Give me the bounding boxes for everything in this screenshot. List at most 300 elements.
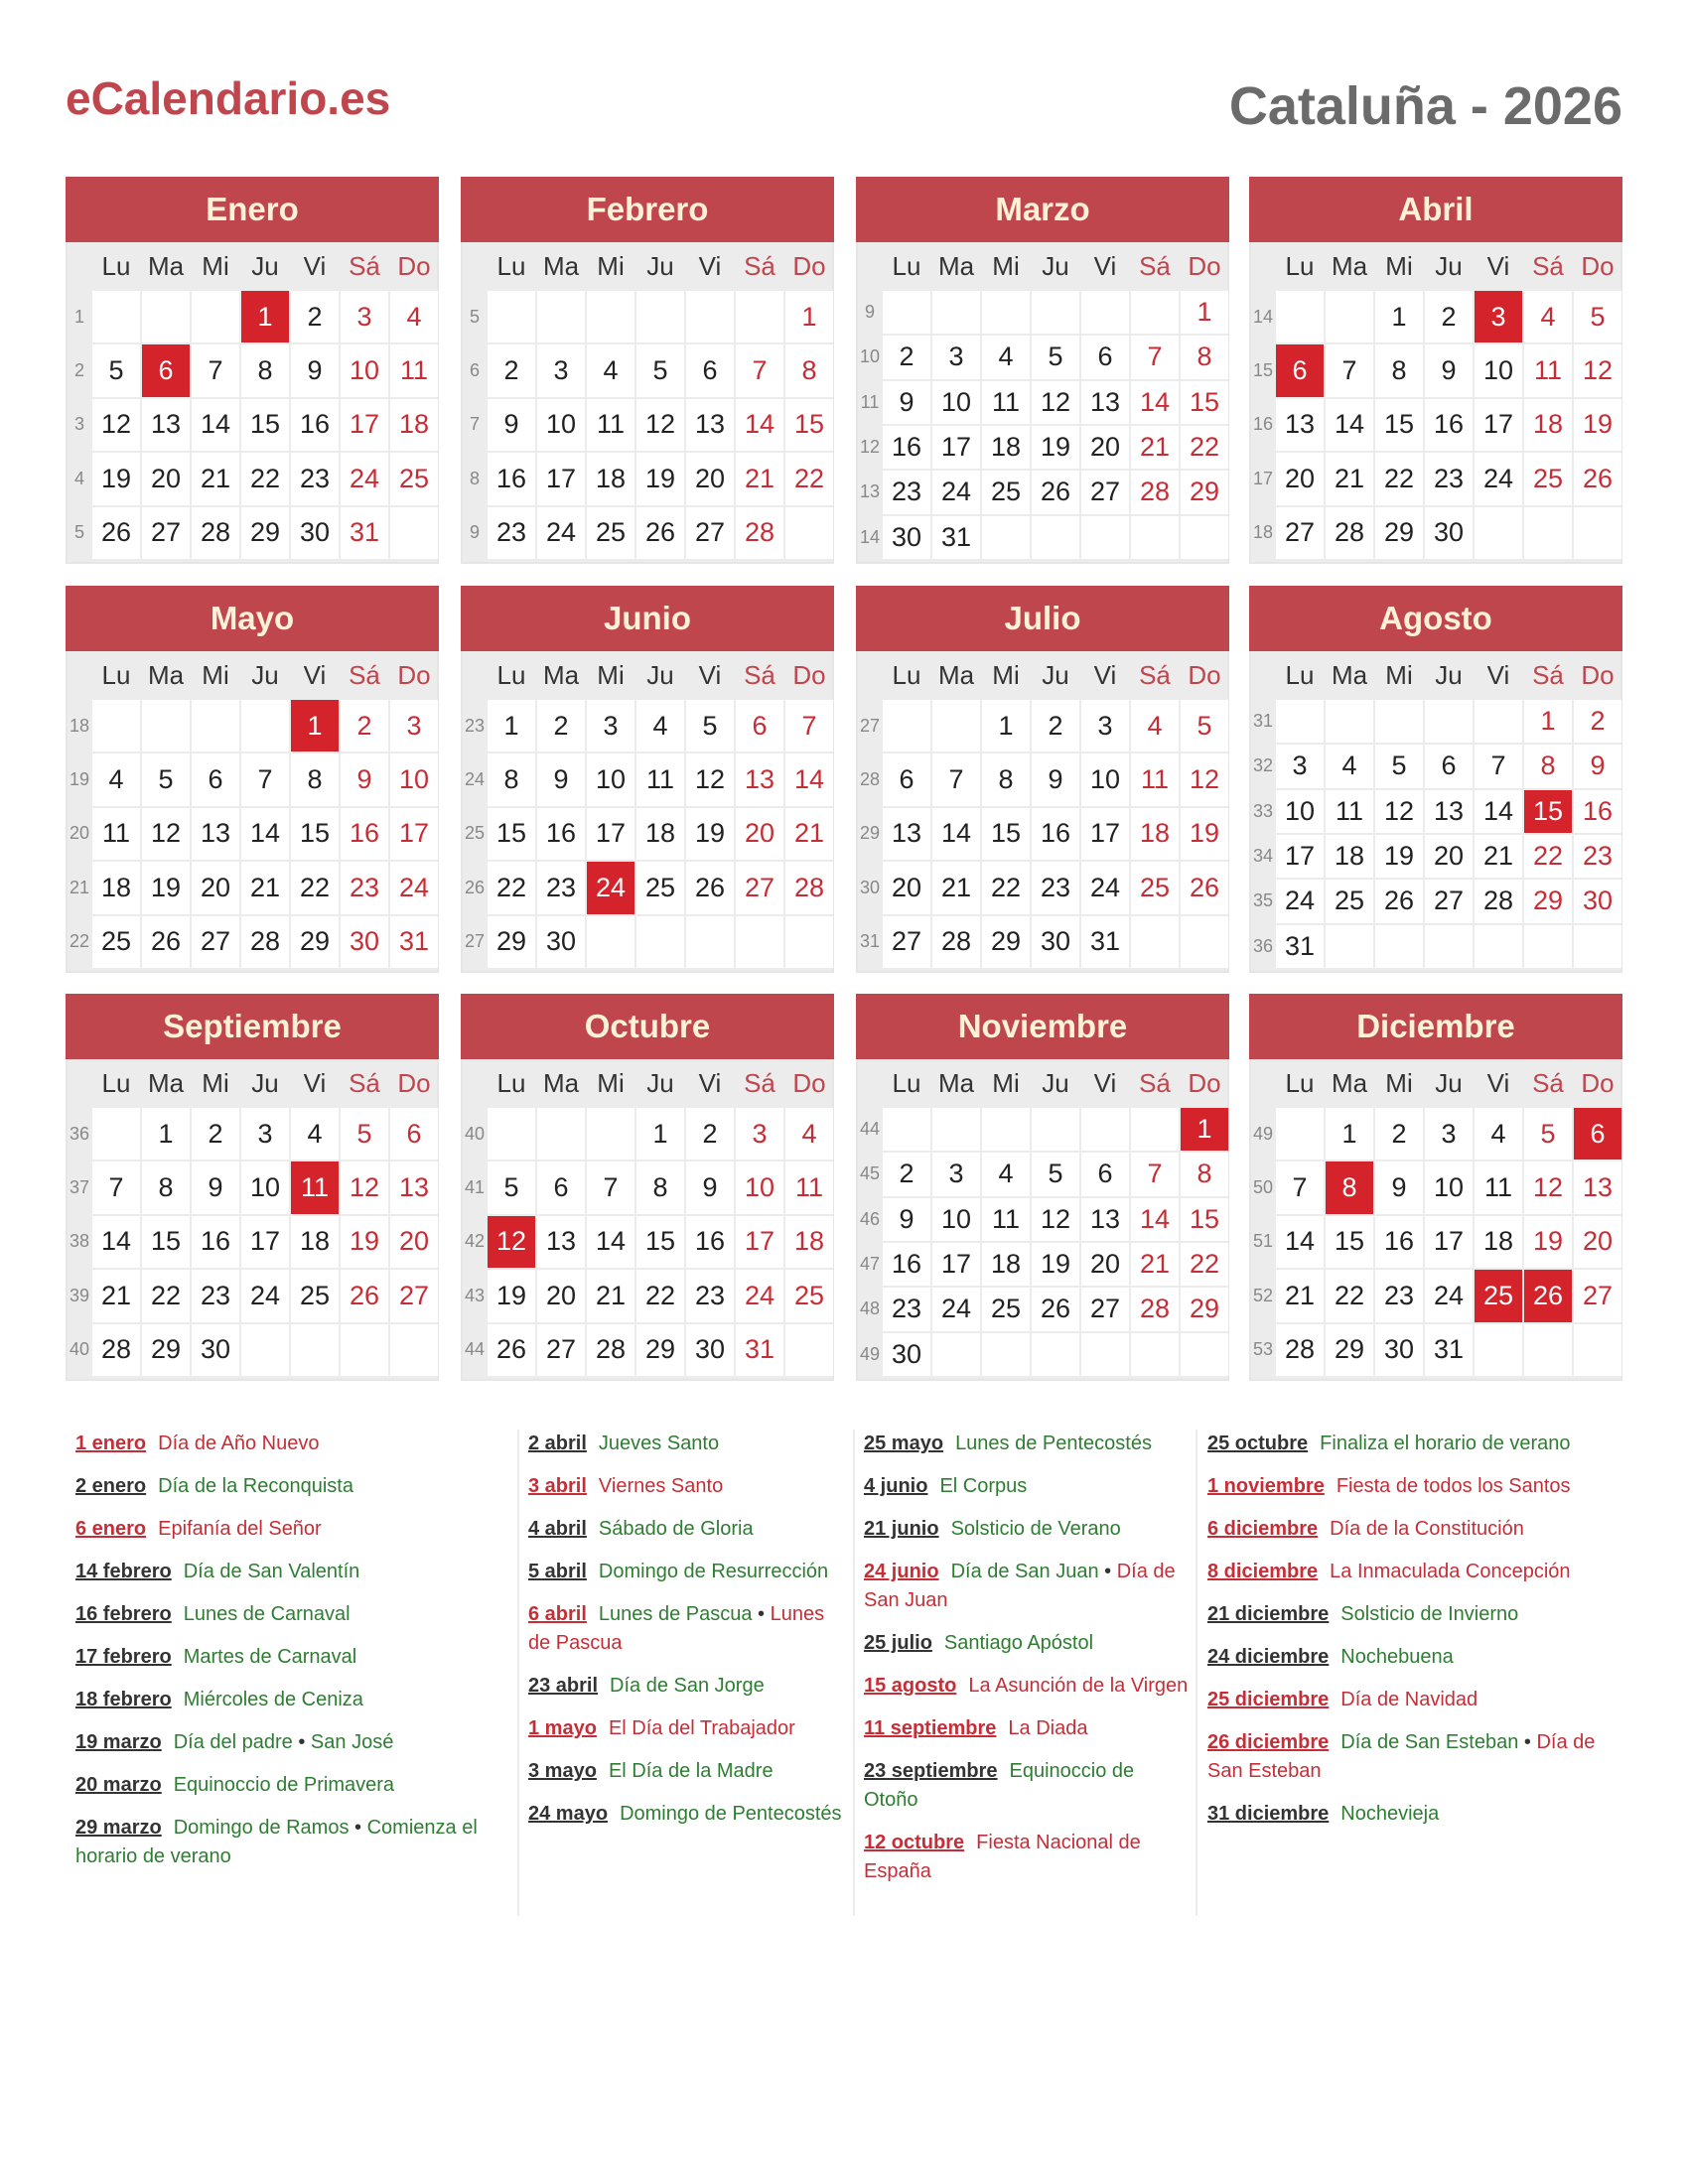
day-cell[interactable]: 2 — [291, 291, 339, 342]
day-cell[interactable]: 2 — [686, 1108, 734, 1160]
day-cell[interactable]: 22 — [291, 862, 339, 913]
day-cell[interactable]: 1 — [1326, 1108, 1373, 1160]
day-cell[interactable]: 4 — [1524, 291, 1572, 342]
day-cell[interactable]: 14 — [1475, 790, 1522, 833]
holiday-date[interactable]: 18 febrero — [75, 1689, 172, 1710]
day-cell[interactable]: 16 — [192, 1216, 239, 1268]
day-cell[interactable]: 7 — [1326, 344, 1373, 396]
day-cell[interactable]: 27 — [1574, 1270, 1621, 1321]
day-cell[interactable]: 29 — [1326, 1324, 1373, 1376]
day-cell[interactable]: 29 — [291, 916, 339, 968]
day-cell[interactable]: 23 — [192, 1270, 239, 1321]
day-cell[interactable]: 6 — [1276, 344, 1324, 396]
day-cell[interactable]: 20 — [1081, 426, 1129, 469]
day-cell[interactable]: 26 — [1032, 471, 1079, 513]
day-cell[interactable]: 29 — [241, 507, 289, 559]
day-cell[interactable]: 4 — [785, 1108, 833, 1160]
day-cell[interactable]: 18 — [982, 426, 1030, 469]
day-cell[interactable]: 25 — [92, 916, 140, 968]
holiday-date[interactable]: 31 diciembre — [1207, 1803, 1330, 1825]
day-cell[interactable]: 18 — [636, 808, 684, 860]
day-cell[interactable]: 8 — [1375, 344, 1423, 396]
day-cell[interactable]: 25 — [1475, 1270, 1522, 1321]
day-cell[interactable]: 4 — [1326, 745, 1373, 787]
day-cell[interactable]: 29 — [636, 1324, 684, 1376]
day-cell[interactable]: 5 — [1032, 336, 1079, 378]
day-cell[interactable]: 13 — [192, 808, 239, 860]
day-cell[interactable]: 9 — [291, 344, 339, 396]
day-cell[interactable]: 25 — [1524, 453, 1572, 504]
day-cell[interactable]: 8 — [785, 344, 833, 396]
day-cell[interactable]: 21 — [587, 1270, 634, 1321]
day-cell[interactable]: 3 — [1475, 291, 1522, 342]
day-cell[interactable]: 10 — [587, 753, 634, 805]
day-cell[interactable]: 14 — [785, 753, 833, 805]
holiday-date[interactable]: 25 diciembre — [1207, 1689, 1330, 1710]
day-cell[interactable]: 18 — [982, 1243, 1030, 1286]
day-cell[interactable]: 11 — [92, 808, 140, 860]
day-cell[interactable]: 4 — [92, 753, 140, 805]
day-cell[interactable]: 6 — [883, 753, 930, 805]
day-cell[interactable]: 7 — [192, 344, 239, 396]
day-cell[interactable]: 22 — [636, 1270, 684, 1321]
day-cell[interactable]: 21 — [785, 808, 833, 860]
day-cell[interactable]: 28 — [92, 1324, 140, 1376]
day-cell[interactable]: 29 — [982, 916, 1030, 968]
day-cell[interactable]: 11 — [1524, 344, 1572, 396]
day-cell[interactable]: 9 — [1574, 745, 1621, 787]
day-cell[interactable]: 23 — [1375, 1270, 1423, 1321]
day-cell[interactable]: 2 — [1425, 291, 1473, 342]
day-cell[interactable]: 28 — [785, 862, 833, 913]
day-cell[interactable]: 14 — [932, 808, 980, 860]
day-cell[interactable]: 31 — [932, 516, 980, 559]
holiday-date[interactable]: 5 abril — [528, 1561, 587, 1582]
day-cell[interactable]: 20 — [686, 453, 734, 504]
day-cell[interactable]: 11 — [390, 344, 438, 396]
day-cell[interactable]: 9 — [883, 381, 930, 424]
day-cell[interactable]: 4 — [390, 291, 438, 342]
day-cell[interactable]: 21 — [1475, 835, 1522, 878]
day-cell[interactable]: 15 — [982, 808, 1030, 860]
day-cell[interactable]: 30 — [537, 916, 585, 968]
day-cell[interactable]: 23 — [1425, 453, 1473, 504]
day-cell[interactable]: 3 — [390, 700, 438, 751]
holiday-date[interactable]: 21 junio — [864, 1518, 939, 1540]
day-cell[interactable]: 19 — [1375, 835, 1423, 878]
day-cell[interactable]: 12 — [92, 399, 140, 451]
day-cell[interactable]: 24 — [587, 862, 634, 913]
day-cell[interactable]: 8 — [1181, 1153, 1228, 1195]
day-cell[interactable]: 2 — [1032, 700, 1079, 751]
day-cell[interactable]: 12 — [1574, 344, 1621, 396]
day-cell[interactable]: 25 — [587, 507, 634, 559]
holiday-date[interactable]: 20 marzo — [75, 1774, 162, 1796]
day-cell[interactable]: 11 — [1475, 1161, 1522, 1213]
holiday-date[interactable]: 14 febrero — [75, 1561, 172, 1582]
day-cell[interactable]: 9 — [1032, 753, 1079, 805]
day-cell[interactable]: 24 — [1081, 862, 1129, 913]
day-cell[interactable]: 23 — [883, 1288, 930, 1330]
day-cell[interactable]: 7 — [1131, 336, 1179, 378]
day-cell[interactable]: 28 — [932, 916, 980, 968]
day-cell[interactable]: 31 — [1425, 1324, 1473, 1376]
day-cell[interactable]: 7 — [1131, 1153, 1179, 1195]
day-cell[interactable]: 28 — [587, 1324, 634, 1376]
day-cell[interactable]: 5 — [1524, 1108, 1572, 1160]
day-cell[interactable]: 1 — [636, 1108, 684, 1160]
day-cell[interactable]: 30 — [686, 1324, 734, 1376]
day-cell[interactable]: 20 — [390, 1216, 438, 1268]
day-cell[interactable]: 12 — [636, 399, 684, 451]
day-cell[interactable]: 25 — [291, 1270, 339, 1321]
day-cell[interactable]: 29 — [1181, 1288, 1228, 1330]
day-cell[interactable]: 15 — [488, 808, 535, 860]
day-cell[interactable]: 17 — [241, 1216, 289, 1268]
day-cell[interactable]: 6 — [1574, 1108, 1621, 1160]
day-cell[interactable]: 16 — [291, 399, 339, 451]
day-cell[interactable]: 27 — [142, 507, 190, 559]
day-cell[interactable]: 16 — [537, 808, 585, 860]
day-cell[interactable]: 9 — [883, 1198, 930, 1241]
day-cell[interactable]: 6 — [192, 753, 239, 805]
day-cell[interactable]: 7 — [1276, 1161, 1324, 1213]
day-cell[interactable]: 18 — [1524, 399, 1572, 451]
day-cell[interactable]: 12 — [1181, 753, 1228, 805]
day-cell[interactable]: 27 — [736, 862, 783, 913]
day-cell[interactable]: 17 — [537, 453, 585, 504]
day-cell[interactable]: 18 — [785, 1216, 833, 1268]
day-cell[interactable]: 11 — [982, 381, 1030, 424]
day-cell[interactable]: 15 — [1524, 790, 1572, 833]
day-cell[interactable]: 17 — [932, 426, 980, 469]
day-cell[interactable]: 9 — [686, 1161, 734, 1213]
day-cell[interactable]: 29 — [1375, 507, 1423, 559]
holiday-date[interactable]: 12 octubre — [864, 1832, 965, 1853]
day-cell[interactable]: 3 — [932, 336, 980, 378]
day-cell[interactable]: 5 — [1181, 700, 1228, 751]
day-cell[interactable]: 22 — [1524, 835, 1572, 878]
day-cell[interactable]: 13 — [736, 753, 783, 805]
day-cell[interactable]: 3 — [1081, 700, 1129, 751]
day-cell[interactable]: 15 — [1181, 1198, 1228, 1241]
day-cell[interactable]: 26 — [636, 507, 684, 559]
day-cell[interactable]: 5 — [636, 344, 684, 396]
day-cell[interactable]: 5 — [142, 753, 190, 805]
day-cell[interactable]: 31 — [1081, 916, 1129, 968]
day-cell[interactable]: 6 — [390, 1108, 438, 1160]
day-cell[interactable]: 31 — [1276, 925, 1324, 968]
day-cell[interactable]: 14 — [587, 1216, 634, 1268]
day-cell[interactable]: 19 — [92, 453, 140, 504]
day-cell[interactable]: 12 — [1375, 790, 1423, 833]
day-cell[interactable]: 15 — [1326, 1216, 1373, 1268]
day-cell[interactable]: 4 — [982, 336, 1030, 378]
day-cell[interactable]: 15 — [785, 399, 833, 451]
day-cell[interactable]: 16 — [883, 1243, 930, 1286]
day-cell[interactable]: 6 — [1081, 336, 1129, 378]
day-cell[interactable]: 24 — [932, 1288, 980, 1330]
day-cell[interactable]: 13 — [142, 399, 190, 451]
holiday-date[interactable]: 3 mayo — [528, 1760, 597, 1782]
day-cell[interactable]: 26 — [142, 916, 190, 968]
day-cell[interactable]: 4 — [587, 344, 634, 396]
day-cell[interactable]: 17 — [390, 808, 438, 860]
day-cell[interactable]: 22 — [488, 862, 535, 913]
day-cell[interactable]: 27 — [1081, 1288, 1129, 1330]
day-cell[interactable]: 12 — [1032, 381, 1079, 424]
day-cell[interactable]: 31 — [390, 916, 438, 968]
day-cell[interactable]: 22 — [1181, 426, 1228, 469]
day-cell[interactable]: 1 — [785, 291, 833, 342]
day-cell[interactable]: 7 — [785, 700, 833, 751]
day-cell[interactable]: 24 — [1425, 1270, 1473, 1321]
day-cell[interactable]: 8 — [142, 1161, 190, 1213]
day-cell[interactable]: 4 — [1131, 700, 1179, 751]
day-cell[interactable]: 7 — [92, 1161, 140, 1213]
day-cell[interactable]: 26 — [1524, 1270, 1572, 1321]
day-cell[interactable]: 8 — [1524, 745, 1572, 787]
day-cell[interactable]: 22 — [1326, 1270, 1373, 1321]
day-cell[interactable]: 1 — [1524, 700, 1572, 743]
day-cell[interactable]: 12 — [142, 808, 190, 860]
day-cell[interactable]: 20 — [142, 453, 190, 504]
day-cell[interactable]: 15 — [241, 399, 289, 451]
day-cell[interactable]: 9 — [192, 1161, 239, 1213]
holiday-date[interactable]: 1 enero — [75, 1433, 147, 1454]
day-cell[interactable]: 30 — [1425, 507, 1473, 559]
day-cell[interactable]: 23 — [686, 1270, 734, 1321]
day-cell[interactable]: 10 — [1475, 344, 1522, 396]
day-cell[interactable]: 18 — [92, 862, 140, 913]
day-cell[interactable]: 5 — [1375, 745, 1423, 787]
day-cell[interactable]: 19 — [488, 1270, 535, 1321]
day-cell[interactable]: 13 — [1425, 790, 1473, 833]
day-cell[interactable]: 20 — [883, 862, 930, 913]
holiday-date[interactable]: 3 abril — [528, 1475, 587, 1497]
holiday-date[interactable]: 25 octubre — [1207, 1433, 1309, 1454]
day-cell[interactable]: 28 — [1475, 880, 1522, 922]
day-cell[interactable]: 5 — [1032, 1153, 1079, 1195]
day-cell[interactable]: 22 — [142, 1270, 190, 1321]
day-cell[interactable]: 26 — [1574, 453, 1621, 504]
day-cell[interactable]: 14 — [1326, 399, 1373, 451]
day-cell[interactable]: 27 — [1425, 880, 1473, 922]
day-cell[interactable]: 5 — [488, 1161, 535, 1213]
day-cell[interactable]: 20 — [1425, 835, 1473, 878]
day-cell[interactable]: 14 — [92, 1216, 140, 1268]
day-cell[interactable]: 16 — [341, 808, 388, 860]
day-cell[interactable]: 16 — [686, 1216, 734, 1268]
day-cell[interactable]: 22 — [982, 862, 1030, 913]
day-cell[interactable]: 9 — [537, 753, 585, 805]
day-cell[interactable]: 20 — [1276, 453, 1324, 504]
day-cell[interactable]: 29 — [1524, 880, 1572, 922]
day-cell[interactable]: 13 — [390, 1161, 438, 1213]
day-cell[interactable]: 18 — [390, 399, 438, 451]
day-cell[interactable]: 21 — [1326, 453, 1373, 504]
holiday-date[interactable]: 2 enero — [75, 1475, 147, 1497]
holiday-date[interactable]: 29 marzo — [75, 1817, 162, 1839]
day-cell[interactable]: 7 — [932, 753, 980, 805]
day-cell[interactable]: 27 — [1276, 507, 1324, 559]
day-cell[interactable]: 10 — [390, 753, 438, 805]
day-cell[interactable]: 21 — [932, 862, 980, 913]
day-cell[interactable]: 12 — [341, 1161, 388, 1213]
day-cell[interactable]: 14 — [241, 808, 289, 860]
day-cell[interactable]: 19 — [1574, 399, 1621, 451]
holiday-date[interactable]: 4 abril — [528, 1518, 587, 1540]
holiday-date[interactable]: 8 diciembre — [1207, 1561, 1319, 1582]
holiday-date[interactable]: 25 julio — [864, 1632, 932, 1654]
day-cell[interactable]: 17 — [1475, 399, 1522, 451]
day-cell[interactable]: 28 — [1276, 1324, 1324, 1376]
holiday-date[interactable]: 25 mayo — [864, 1433, 944, 1454]
holiday-date[interactable]: 21 diciembre — [1207, 1603, 1330, 1625]
day-cell[interactable]: 19 — [1181, 808, 1228, 860]
day-cell[interactable]: 18 — [1475, 1216, 1522, 1268]
day-cell[interactable]: 10 — [537, 399, 585, 451]
day-cell[interactable]: 12 — [1032, 1198, 1079, 1241]
day-cell[interactable]: 11 — [1326, 790, 1373, 833]
holiday-date[interactable]: 24 diciembre — [1207, 1646, 1330, 1668]
day-cell[interactable]: 9 — [1375, 1161, 1423, 1213]
day-cell[interactable]: 30 — [1574, 880, 1621, 922]
day-cell[interactable]: 3 — [341, 291, 388, 342]
day-cell[interactable]: 1 — [488, 700, 535, 751]
day-cell[interactable]: 6 — [142, 344, 190, 396]
day-cell[interactable]: 30 — [1375, 1324, 1423, 1376]
day-cell[interactable]: 26 — [1032, 1288, 1079, 1330]
day-cell[interactable]: 8 — [488, 753, 535, 805]
day-cell[interactable]: 27 — [390, 1270, 438, 1321]
day-cell[interactable]: 1 — [142, 1108, 190, 1160]
day-cell[interactable]: 8 — [1181, 336, 1228, 378]
day-cell[interactable]: 10 — [241, 1161, 289, 1213]
day-cell[interactable]: 4 — [982, 1153, 1030, 1195]
day-cell[interactable]: 15 — [636, 1216, 684, 1268]
day-cell[interactable]: 13 — [686, 399, 734, 451]
day-cell[interactable]: 3 — [1425, 1108, 1473, 1160]
day-cell[interactable]: 6 — [686, 344, 734, 396]
day-cell[interactable]: 30 — [883, 516, 930, 559]
day-cell[interactable]: 12 — [686, 753, 734, 805]
day-cell[interactable]: 21 — [1276, 1270, 1324, 1321]
holiday-date[interactable]: 16 febrero — [75, 1603, 172, 1625]
day-cell[interactable]: 2 — [883, 336, 930, 378]
day-cell[interactable]: 24 — [390, 862, 438, 913]
holiday-date[interactable]: 24 junio — [864, 1561, 939, 1582]
holiday-date[interactable]: 2 abril — [528, 1433, 587, 1454]
day-cell[interactable]: 29 — [142, 1324, 190, 1376]
day-cell[interactable]: 20 — [1574, 1216, 1621, 1268]
day-cell[interactable]: 3 — [587, 700, 634, 751]
day-cell[interactable]: 9 — [341, 753, 388, 805]
day-cell[interactable]: 18 — [587, 453, 634, 504]
day-cell[interactable]: 23 — [537, 862, 585, 913]
day-cell[interactable]: 6 — [1081, 1153, 1129, 1195]
day-cell[interactable]: 16 — [1375, 1216, 1423, 1268]
day-cell[interactable]: 13 — [1081, 1198, 1129, 1241]
day-cell[interactable]: 5 — [1574, 291, 1621, 342]
day-cell[interactable]: 25 — [1131, 862, 1179, 913]
day-cell[interactable]: 4 — [636, 700, 684, 751]
day-cell[interactable]: 18 — [1326, 835, 1373, 878]
day-cell[interactable]: 8 — [291, 753, 339, 805]
day-cell[interactable]: 8 — [982, 753, 1030, 805]
day-cell[interactable]: 3 — [241, 1108, 289, 1160]
day-cell[interactable]: 6 — [736, 700, 783, 751]
day-cell[interactable]: 23 — [1574, 835, 1621, 878]
day-cell[interactable]: 21 — [736, 453, 783, 504]
day-cell[interactable]: 5 — [686, 700, 734, 751]
day-cell[interactable]: 3 — [1276, 745, 1324, 787]
day-cell[interactable]: 14 — [192, 399, 239, 451]
day-cell[interactable]: 9 — [488, 399, 535, 451]
day-cell[interactable]: 10 — [341, 344, 388, 396]
day-cell[interactable]: 14 — [736, 399, 783, 451]
day-cell[interactable]: 17 — [1081, 808, 1129, 860]
day-cell[interactable]: 7 — [736, 344, 783, 396]
holiday-date[interactable]: 11 septiembre — [864, 1717, 997, 1739]
day-cell[interactable]: 14 — [1131, 1198, 1179, 1241]
day-cell[interactable]: 16 — [1574, 790, 1621, 833]
day-cell[interactable]: 7 — [587, 1161, 634, 1213]
day-cell[interactable]: 17 — [341, 399, 388, 451]
day-cell[interactable]: 17 — [736, 1216, 783, 1268]
day-cell[interactable]: 23 — [883, 471, 930, 513]
day-cell[interactable]: 13 — [883, 808, 930, 860]
day-cell[interactable]: 28 — [192, 507, 239, 559]
day-cell[interactable]: 8 — [636, 1161, 684, 1213]
day-cell[interactable]: 1 — [1181, 1108, 1228, 1151]
day-cell[interactable]: 25 — [982, 471, 1030, 513]
day-cell[interactable]: 11 — [982, 1198, 1030, 1241]
day-cell[interactable]: 16 — [488, 453, 535, 504]
day-cell[interactable]: 1 — [982, 700, 1030, 751]
day-cell[interactable]: 22 — [241, 453, 289, 504]
day-cell[interactable]: 27 — [1081, 471, 1129, 513]
day-cell[interactable]: 23 — [341, 862, 388, 913]
day-cell[interactable]: 1 — [291, 700, 339, 751]
day-cell[interactable]: 27 — [883, 916, 930, 968]
day-cell[interactable]: 15 — [1181, 381, 1228, 424]
holiday-date[interactable]: 6 diciembre — [1207, 1518, 1319, 1540]
day-cell[interactable]: 1 — [1375, 291, 1423, 342]
day-cell[interactable]: 2 — [883, 1153, 930, 1195]
day-cell[interactable]: 28 — [1131, 1288, 1179, 1330]
day-cell[interactable]: 20 — [1081, 1243, 1129, 1286]
day-cell[interactable]: 11 — [636, 753, 684, 805]
day-cell[interactable]: 21 — [92, 1270, 140, 1321]
holiday-date[interactable]: 17 febrero — [75, 1646, 172, 1668]
day-cell[interactable]: 24 — [932, 471, 980, 513]
day-cell[interactable]: 16 — [1425, 399, 1473, 451]
day-cell[interactable]: 6 — [1425, 745, 1473, 787]
day-cell[interactable]: 3 — [537, 344, 585, 396]
day-cell[interactable]: 25 — [982, 1288, 1030, 1330]
day-cell[interactable]: 4 — [1475, 1108, 1522, 1160]
day-cell[interactable]: 21 — [241, 862, 289, 913]
day-cell[interactable]: 2 — [488, 344, 535, 396]
day-cell[interactable]: 19 — [1524, 1216, 1572, 1268]
day-cell[interactable]: 7 — [1475, 745, 1522, 787]
holiday-date[interactable]: 24 mayo — [528, 1803, 609, 1825]
day-cell[interactable]: 17 — [587, 808, 634, 860]
day-cell[interactable]: 28 — [241, 916, 289, 968]
day-cell[interactable]: 11 — [587, 399, 634, 451]
day-cell[interactable]: 26 — [341, 1270, 388, 1321]
